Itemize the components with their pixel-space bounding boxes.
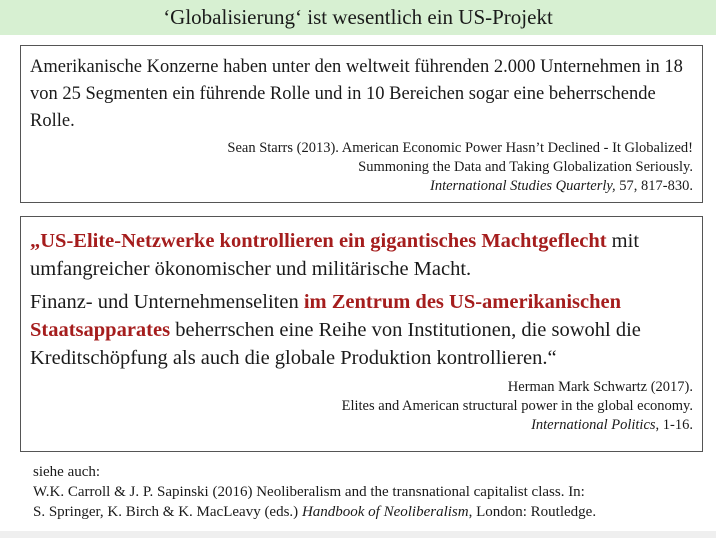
schwartz-citation-line2: Elites and American structural power in the global economy. <box>341 398 693 414</box>
schwartz-citation-line1: Herman Mark Schwartz (2017). <box>507 379 693 395</box>
schwartz-citation <box>30 378 693 435</box>
schwartz-quote-2 <box>30 288 693 372</box>
quote-open-mark: „ <box>30 230 41 252</box>
starrs-citation-line2: Summoning the Data and Taking Globalization Seriously. <box>358 159 693 175</box>
see-also-section <box>33 462 596 522</box>
quote-1-highlight: US-Elite-Netzwerke kontrollieren ein gigantisches Machtgeflecht <box>40 230 607 252</box>
see-also-line2 <box>33 502 596 522</box>
starrs-citation-line1: Sean Starrs (2013). American Economic Power Hasn’t Declined - It Globalized! <box>227 140 693 156</box>
see-also-label: siehe auch: <box>33 464 101 480</box>
schwartz-citation-line3 <box>30 416 693 435</box>
schwartz-quote-1 <box>30 227 693 283</box>
starrs-citation <box>30 139 693 196</box>
quote-box-starrs <box>20 45 703 203</box>
schwartz-volume: , 1-16. <box>655 417 693 433</box>
quote-2-rest: beherrschen eine Reihe von Institutionen, die sowohl die Kreditschöpfung als auch die globale Produktion kontrollieren.“ <box>30 319 641 369</box>
quote-2-start: Finanz- und Unternehmenseliten <box>30 291 304 313</box>
see-also-editors: S. Springer, K. Birch & K. MacLeavy (eds.) <box>33 504 302 520</box>
bottom-strip <box>0 531 716 538</box>
see-also-line1: W.K. Carroll & J. P. Sapinski (2016) Neoliberalism and the transnational capitalist class. In: <box>33 484 585 500</box>
slide-title: ‘Globalisierung‘ ist wesentlich ein US-Projekt <box>0 0 716 35</box>
starrs-citation-line3 <box>30 177 693 196</box>
quote-1-rest: mit umfangreicher ökonomischer und militärische Macht. <box>30 230 640 280</box>
see-also-publisher: , London: Routledge. <box>468 504 597 520</box>
starrs-volume: 57, 817-830. <box>615 178 693 194</box>
quote-box-schwartz <box>20 216 703 452</box>
starrs-paragraph: Amerikanische Konzerne haben unter den weltweit führenden 2.000 Unternehmen in 18 von 25 Segmenten ein führende Rolle und in 10 Bereichen sogar eine beherrschende Rolle. <box>30 57 683 131</box>
schwartz-journal: International Politics <box>531 417 656 433</box>
starrs-journal: International Studies Quarterly, <box>429 178 616 194</box>
quote-2-highlight: im Zentrum des US-amerikanischen Staatsapparates <box>30 291 622 341</box>
see-also-book-title: Handbook of Neoliberalism <box>301 504 469 520</box>
